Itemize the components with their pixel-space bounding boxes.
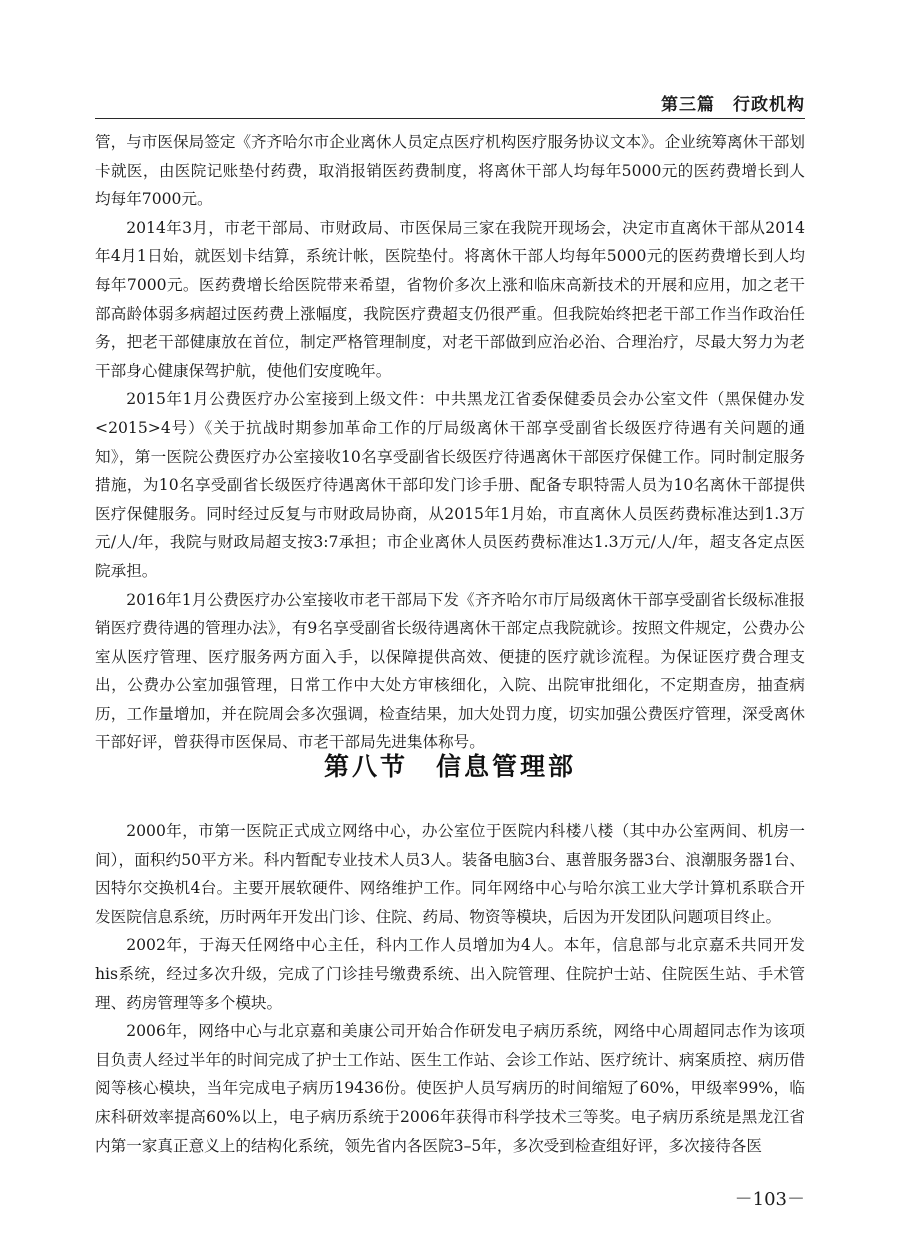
chapter-title: 第三篇 行政机构	[661, 95, 805, 115]
section-a-body	[95, 128, 805, 757]
section-heading: 第八节 信息管理部	[323, 752, 576, 781]
paragraph: 2014年3月，市老干部局、市财政局、市医保局三家在我院开现场会，决定市直离休干部从2014年4月1日始，就医划卡结算，系统计帐，医院垫付。将离休干部人均每年5000元的医药费增长到人均每年7000元。医药费增长给医院带来希望，省物价多次上涨和临床高新技术的开展和应用，加之老干部高龄体弱多病超过医药费上涨幅度，我院医疗费超支仍很严重。但我院始终把老干部工作当作政治任务，把老干部健康放在首位，制定严格管理制度，对老干部做到应治必治、合理治疗，尽最大努力为老干部身心健康保驾护航，使他们安度晚年。	[95, 218, 805, 380]
paragraph: 2002年，于海天任网络中心主任，科内工作人员增加为4人。本年，信息部与北京嘉禾共同开发his系统，经过多次升级，完成了门诊挂号缴费系统、出入院管理、住院护士站、住院医生站、手术管理、药房管理等多个模块。	[95, 936, 805, 1012]
section-b-body	[95, 817, 805, 1160]
paragraph: 管，与市医保局签定《齐齐哈尔市企业离休人员定点医疗机构医疗服务协议文本》。企业统筹离休干部划卡就医，由医院记账垫付药费，取消报销医药费制度，将离休干部人均每年5000元的医药费增长到人均每年7000元。	[95, 133, 805, 209]
paragraph: 2016年1月公费医疗办公室接收市老干部局下发《齐齐哈尔市厅局级离休干部享受副省长级标准报销医疗费待遇的管理办法》，有9名享受副省长级待遇离休干部定点我院就诊。按照文件规定，公费办公室从医疗管理、医疗服务两方面入手，以保障提供高效、便捷的医疗就诊流程。为保证医疗费合理支出，公费办公室加强管理，日常工作中大处方审核细化，入院、出院审批细化，不定期查房，抽查病历，工作量增加，并在院周会多次强调，检查结果，加大处罚力度，切实加强公费医疗管理，深受离休干部好评，曾获得市医保局、市老干部局先进集体称号。	[95, 590, 805, 752]
paragraph: 2000年，市第一医院正式成立网络中心，办公室位于医院内科楼八楼（其中办公室两间、机房一间），面积约50平方米。科内暂配专业技术人员3人。装备电脑3台、惠普服务器3台、浪潮服务器1台、因特尔交换机4台。主要开展软硬件、网络维护工作。同年网络中心与哈尔滨工业大学计算机系联合开发医院信息系统，历时两年开发出门诊、住院、药局、物资等模块，后因为开发团队问题项目终止。	[95, 822, 805, 926]
paragraph: 2006年，网络中心与北京嘉和美康公司开始合作研发电子病历系统，网络中心周超同志作为该项目负责人经过半年的时间完成了护士工作站、医生工作站、会诊工作站、医疗统计、病案质控、病历借阅等核心模块，当年完成电子病历19436份。使医护人员写病历的时间缩短了60%，甲级率99%，临床科研效率提高60%以上，电子病历系统于2006年获得市科学技术三等奖。电子病历系统是黑龙江省内第一家真正意义上的结构化系统，领先省内各医院3–5年，多次受到检查组好评，多次接待各医	[95, 1022, 805, 1155]
paragraph: 2015年1月公费医疗办公室接到上级文件：中共黑龙江省委保健委员会办公室文件（黑保健办发<2015>4号）《关于抗战时期参加革命工作的厅局级离休干部享受副省长级医疗待遇有关问题的通知》，第一医院公费医疗办公室接收10名享受副省长级医疗待遇离休干部医疗保健工作。同时制定服务措施，为10名享受副省长级医疗待遇离休干部印发门诊手册、配备专职特需人员为10名离休干部提供医疗保健服务。同时经过反复与市财政局协商，从2015年1月始，市直离休人员医药费标准达到1.3万元/人/年，我院与财政局超支按3:7承担；市企业离休人员医药费标准达1.3万元/人/年，超支各定点医院承担。	[95, 390, 805, 580]
page-number: －103－	[734, 1189, 805, 1210]
running-header	[95, 82, 805, 119]
